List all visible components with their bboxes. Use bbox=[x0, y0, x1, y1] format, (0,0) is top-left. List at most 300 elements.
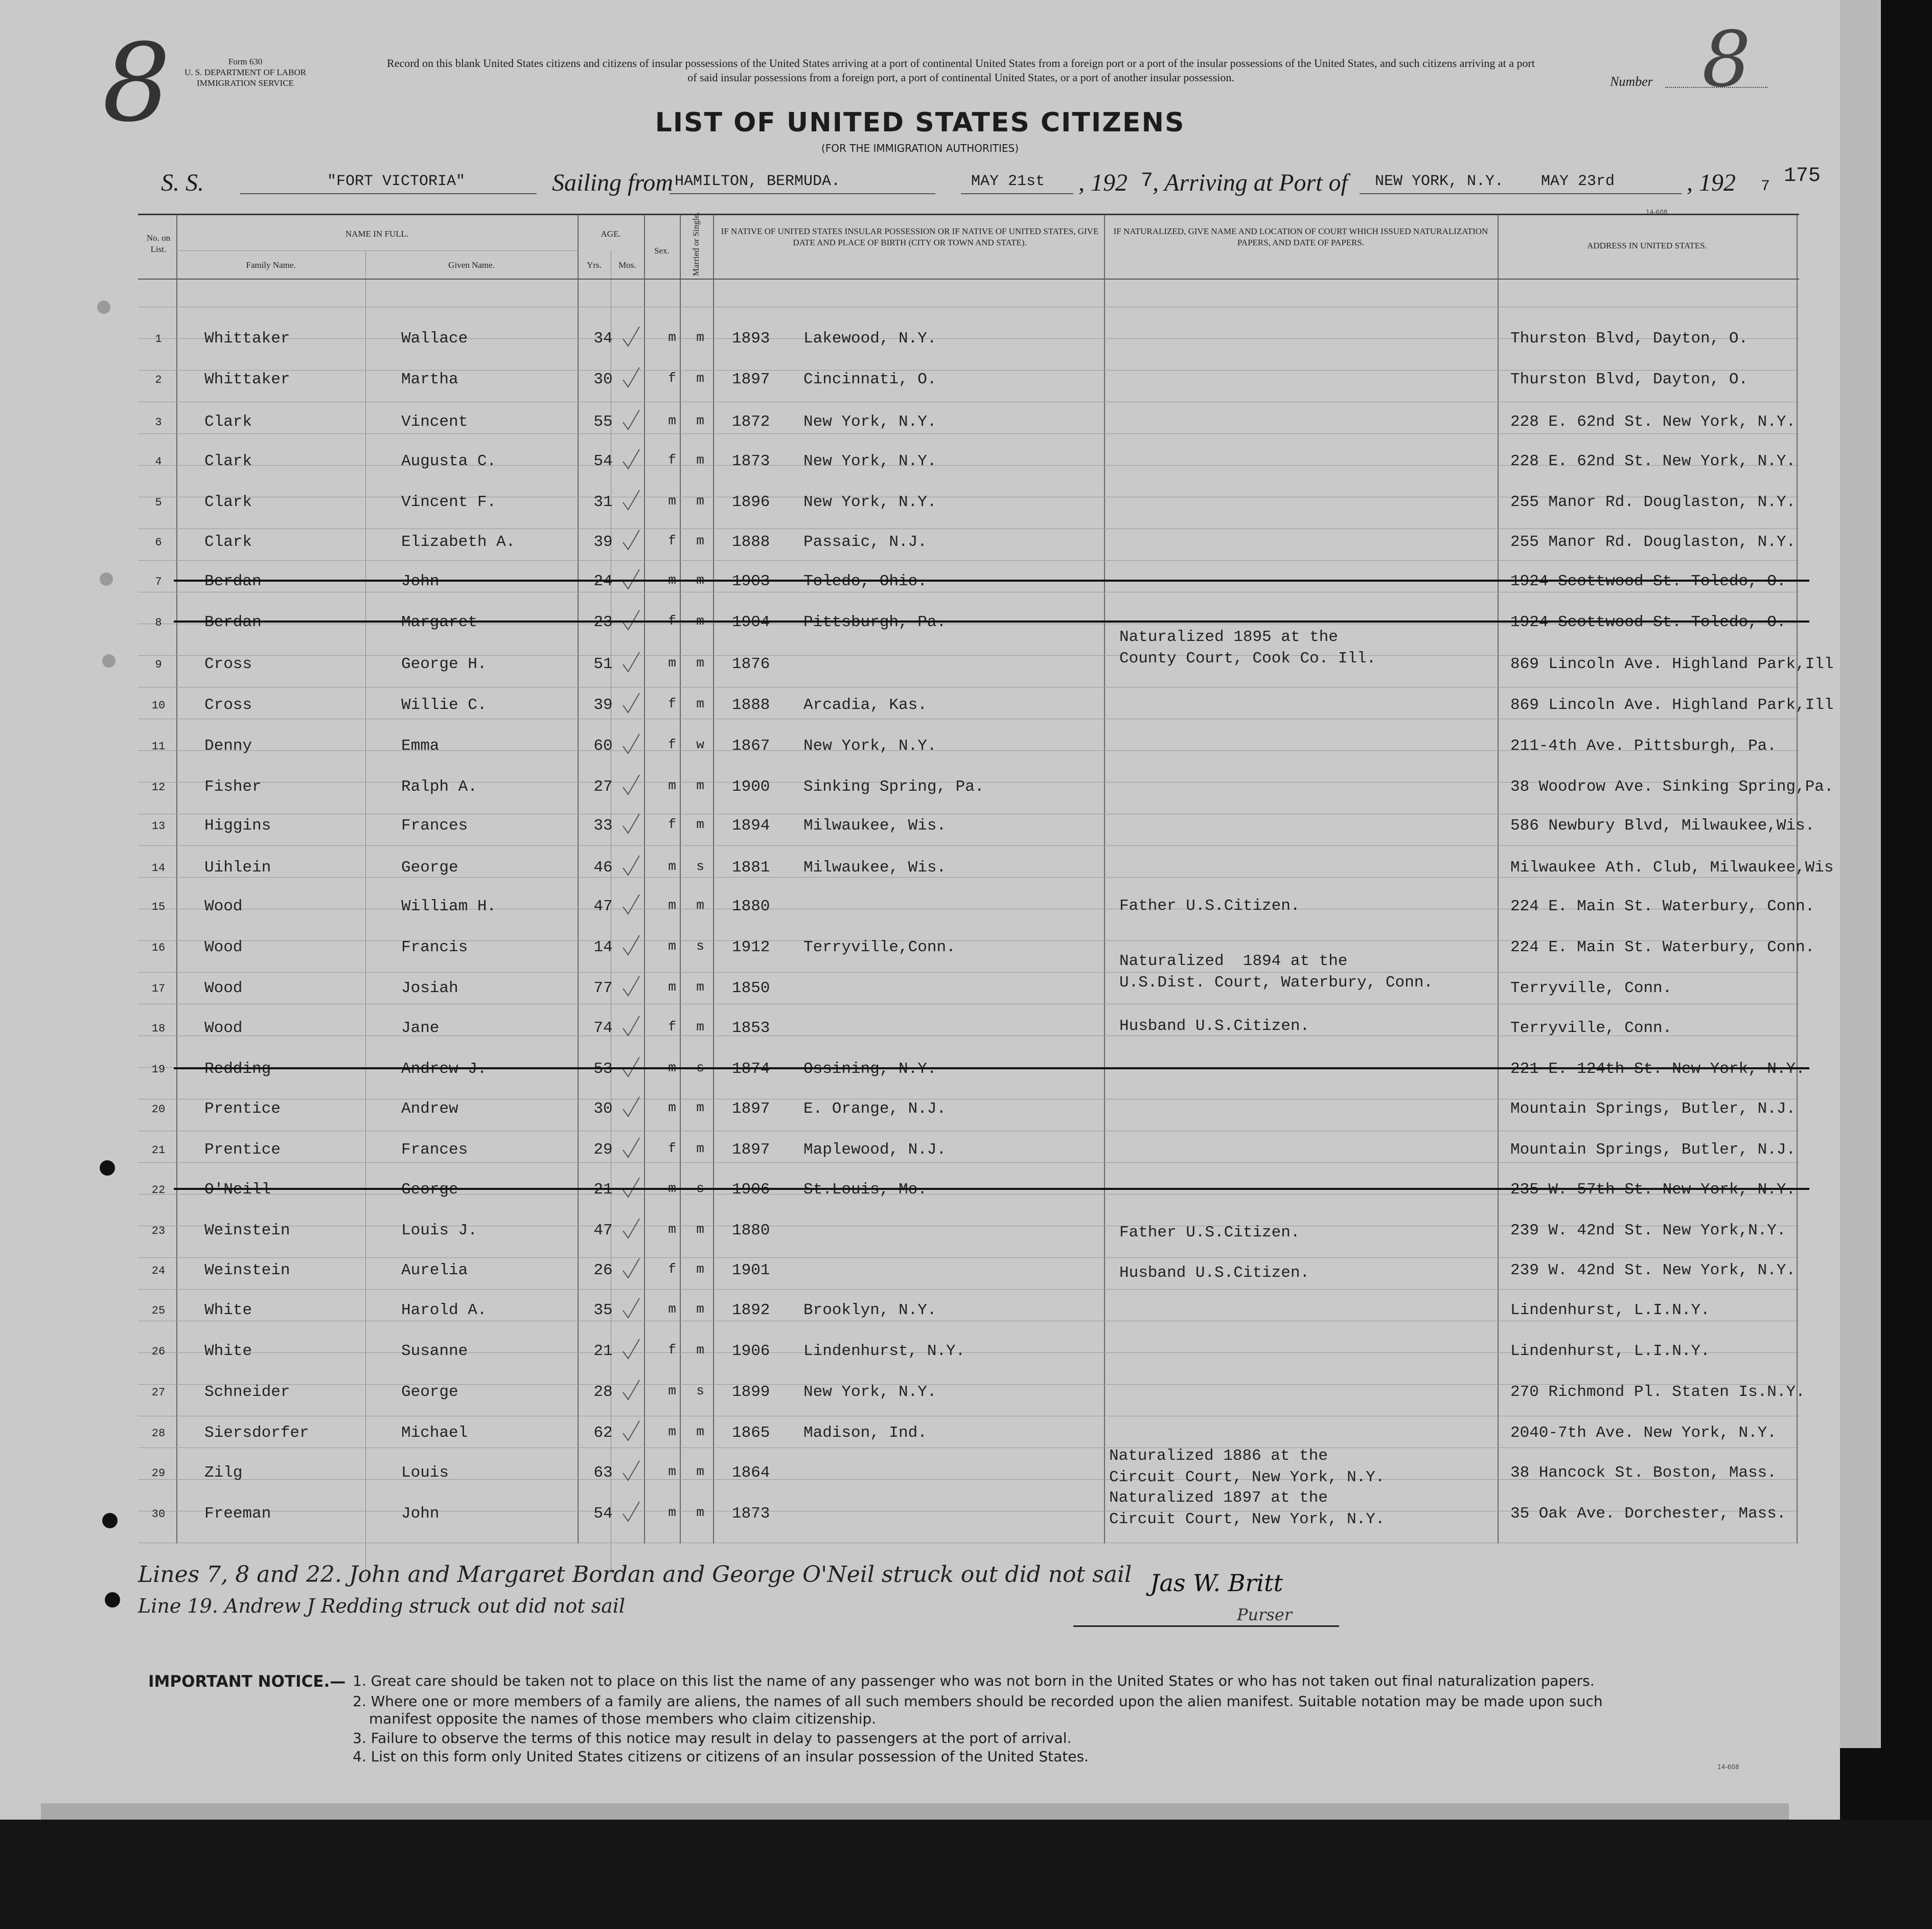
table-row bbox=[0, 1222, 1840, 1252]
cell-place: Madison, Ind. bbox=[803, 1424, 927, 1442]
cell-age: 63 bbox=[593, 1464, 613, 1482]
port-underline bbox=[670, 193, 935, 194]
cell-family: Redding bbox=[204, 1060, 271, 1078]
cell-sex: f bbox=[668, 1141, 676, 1156]
scan-background bbox=[0, 1820, 1932, 1929]
cell-age: 47 bbox=[593, 898, 613, 915]
cell-address: 235 W. 57th St. New York, N.Y. bbox=[1510, 1181, 1796, 1199]
cell-address: 221 E. 124th St. New York, N.Y. bbox=[1510, 1060, 1805, 1078]
cell-place: Milwaukee, Wis. bbox=[803, 817, 947, 835]
cell-address: 869 Lincoln Ave. Highland Park,Ill bbox=[1510, 696, 1834, 714]
cell-place: Lakewood, N.Y. bbox=[803, 330, 937, 348]
cell-address: 239 W. 42nd St. New York,N.Y. bbox=[1510, 1222, 1786, 1239]
cell-age: 30 bbox=[593, 371, 613, 388]
cell-sex: m bbox=[668, 778, 676, 793]
cell-sex: m bbox=[668, 979, 676, 995]
cell-year: 1904 bbox=[732, 613, 770, 631]
naturalization-note-wood-jane: Husband U.S.Citizen. bbox=[1119, 1017, 1310, 1035]
cell-address: 1924 Scottwood St. Toledo, O. bbox=[1510, 613, 1786, 631]
cell-family: Wood bbox=[204, 938, 243, 956]
cell-age: 24 bbox=[593, 572, 613, 590]
cell-family: White bbox=[204, 1301, 252, 1319]
cell-given: Emma bbox=[401, 737, 440, 755]
sailing-label: Sailing from bbox=[552, 169, 673, 196]
cell-given: Josiah bbox=[401, 979, 458, 997]
cell-year: 1874 bbox=[732, 1060, 770, 1078]
cell-age: 34 bbox=[593, 330, 613, 348]
cell-sex: m bbox=[668, 1424, 676, 1439]
table-row bbox=[0, 1301, 1840, 1332]
cell-year: 1897 bbox=[732, 1141, 770, 1159]
ship-underline bbox=[240, 193, 537, 194]
handwritten-note-line-2: Line 19. Andrew J Redding struck out did not sail bbox=[138, 1595, 626, 1617]
cell-address: 586 Newbury Blvd, Milwaukee,Wis. bbox=[1510, 817, 1815, 835]
cell-status: m bbox=[696, 1222, 704, 1237]
service-name: IMMIGRATION SERVICE bbox=[197, 78, 294, 88]
cell-place: Passaic, N.J. bbox=[803, 533, 927, 551]
check-mark-icon bbox=[621, 774, 641, 796]
col-header-family-name: Family Name. bbox=[246, 260, 296, 270]
cell-year: 1912 bbox=[732, 938, 770, 956]
check-mark-icon bbox=[621, 489, 641, 512]
cell-year: 1881 bbox=[732, 859, 770, 877]
cell-address: 255 Manor Rd. Douglaston, N.Y. bbox=[1510, 493, 1796, 511]
cell-status: s bbox=[696, 938, 704, 954]
header-bottom-rule bbox=[138, 279, 1799, 280]
check-mark-icon bbox=[621, 529, 641, 552]
date-underline bbox=[961, 193, 1073, 194]
check-mark-icon bbox=[621, 692, 641, 715]
cell-given: Michael bbox=[401, 1424, 468, 1442]
cell-no: 25 bbox=[151, 1304, 166, 1317]
cell-given: George bbox=[401, 1181, 458, 1199]
cell-no: 24 bbox=[151, 1265, 166, 1277]
cell-year: 1900 bbox=[732, 778, 770, 796]
cell-age: 47 bbox=[593, 1222, 613, 1239]
cell-no: 14 bbox=[151, 862, 166, 875]
table-row bbox=[0, 572, 1840, 603]
cell-given: Willie C. bbox=[401, 696, 487, 714]
cell-year: 1865 bbox=[732, 1424, 770, 1442]
check-mark-icon bbox=[621, 975, 641, 998]
cell-year: 1893 bbox=[732, 330, 770, 348]
cell-age: 26 bbox=[593, 1261, 613, 1279]
cell-status: m bbox=[696, 1019, 704, 1035]
table-row bbox=[0, 1424, 1840, 1455]
department-name: U. S. DEPARTMENT OF LABOR bbox=[185, 67, 306, 77]
cell-year: 1892 bbox=[732, 1301, 770, 1319]
cell-status: m bbox=[696, 778, 704, 793]
form-identifier bbox=[158, 56, 332, 88]
cell-age: 62 bbox=[593, 1424, 613, 1442]
cell-status: m bbox=[696, 1141, 704, 1156]
cell-year: 1894 bbox=[732, 817, 770, 835]
cell-status: m bbox=[696, 1505, 704, 1520]
cell-place: E. Orange, N.J. bbox=[803, 1100, 947, 1118]
check-mark-icon bbox=[621, 1015, 641, 1038]
check-mark-icon bbox=[621, 1420, 641, 1442]
cell-year: 1896 bbox=[732, 493, 770, 511]
cell-given: Ralph A. bbox=[401, 778, 477, 796]
cell-address: Lindenhurst, L.I.N.Y. bbox=[1510, 1301, 1710, 1319]
cell-age: 30 bbox=[593, 1100, 613, 1118]
cell-age: 27 bbox=[593, 778, 613, 796]
cell-place: Milwaukee, Wis. bbox=[803, 859, 947, 877]
cell-given: Louis J. bbox=[401, 1222, 477, 1239]
check-mark-icon bbox=[621, 409, 641, 431]
cell-given: George bbox=[401, 1383, 458, 1401]
cell-given: Wallace bbox=[401, 330, 468, 348]
cell-no: 15 bbox=[151, 901, 166, 913]
cell-status: m bbox=[696, 533, 704, 548]
purser-signature: Jas W. Britt bbox=[1150, 1569, 1283, 1597]
cell-given: Andrew bbox=[401, 1100, 458, 1118]
form-number: Form 630 bbox=[228, 57, 263, 66]
check-mark-icon bbox=[621, 1137, 641, 1159]
cell-status: s bbox=[696, 1060, 704, 1075]
notice-item: 3. Failure to observe the terms of this notice may result in delay to passengers at the port of arrival. bbox=[353, 1730, 1072, 1747]
cell-year: 1850 bbox=[732, 979, 770, 997]
table-row bbox=[0, 1181, 1840, 1211]
cell-family: Clark bbox=[204, 493, 252, 511]
cell-year: 1901 bbox=[732, 1261, 770, 1279]
cell-no: 29 bbox=[151, 1467, 166, 1480]
cell-age: 21 bbox=[593, 1342, 613, 1360]
cell-family: Whittaker bbox=[204, 371, 290, 388]
cell-address: 2040-7th Ave. New York, N.Y. bbox=[1510, 1424, 1777, 1442]
departure-year-digit: 7 bbox=[1141, 170, 1154, 193]
check-mark-icon bbox=[621, 1379, 641, 1402]
check-mark-icon bbox=[621, 1460, 641, 1482]
cell-address: 228 E. 62nd St. New York, N.Y. bbox=[1510, 452, 1796, 470]
cell-sex: f bbox=[668, 1261, 676, 1277]
col-header-naturalized: IF NATURALIZED, GIVE NAME AND LOCATION OF COURT WHICH ISSUED NATURALIZATION PAPERS, AND DATE OF PAPERS. bbox=[1113, 226, 1488, 247]
cell-age: 46 bbox=[593, 859, 613, 877]
table-row bbox=[0, 371, 1840, 401]
cell-sex: f bbox=[668, 371, 676, 386]
cell-year: 1880 bbox=[732, 1222, 770, 1239]
cell-no: 16 bbox=[151, 941, 166, 954]
cell-given: Harold A. bbox=[401, 1301, 487, 1319]
cell-place: Ossining, N.Y. bbox=[803, 1060, 937, 1078]
sheet-edge bbox=[1840, 0, 1881, 1748]
cell-given: William H. bbox=[401, 898, 497, 915]
cell-status: s bbox=[696, 1383, 704, 1398]
cell-place: New York, N.Y. bbox=[803, 737, 937, 755]
notice-item: manifest opposite the names of those members who claim citizenship. bbox=[369, 1710, 877, 1727]
cell-no: 22 bbox=[151, 1184, 166, 1197]
cell-place: New York, N.Y. bbox=[803, 452, 937, 470]
cell-family: Berdan bbox=[204, 572, 262, 590]
cell-sex: m bbox=[668, 655, 676, 671]
ss-label: S. S. bbox=[161, 169, 204, 196]
cell-no: 19 bbox=[151, 1063, 166, 1076]
strike-through-line bbox=[174, 621, 1809, 623]
table-row bbox=[0, 493, 1840, 524]
table-row bbox=[0, 452, 1840, 483]
cell-sex: m bbox=[668, 1100, 676, 1115]
cell-place: St.Louis, Mo. bbox=[803, 1181, 927, 1199]
naturalization-note-weinstein-louis: Father U.S.Citizen. bbox=[1119, 1224, 1300, 1242]
arrival-year-digit: 7 bbox=[1761, 178, 1770, 195]
cell-given: Frances bbox=[401, 817, 468, 835]
cell-given: Frances bbox=[401, 1141, 468, 1159]
cell-status: m bbox=[696, 898, 704, 913]
cell-no: 5 bbox=[155, 496, 162, 509]
cell-place: New York, N.Y. bbox=[803, 413, 937, 431]
cell-age: 54 bbox=[593, 452, 613, 470]
stamp-number: 175 bbox=[1784, 165, 1821, 188]
table-row bbox=[0, 696, 1840, 727]
table-row bbox=[0, 613, 1840, 644]
cell-sex: m bbox=[668, 1383, 676, 1398]
notice-print-code: 14-608 bbox=[1717, 1763, 1739, 1771]
naturalization-note-freeman: Naturalized 1897 at the Circuit Court, New York, N.Y. bbox=[1109, 1489, 1385, 1528]
arriving-label: , Arriving at Port of bbox=[1153, 169, 1348, 196]
cell-address: 270 Richmond Pl. Staten Is.N.Y. bbox=[1510, 1383, 1805, 1401]
row-rule bbox=[138, 972, 1799, 973]
departure-date: MAY 21st bbox=[971, 173, 1045, 190]
cell-given: George H. bbox=[401, 655, 487, 673]
col-header-age: AGE. bbox=[601, 229, 621, 239]
cell-year: 1876 bbox=[732, 655, 770, 673]
cell-status: m bbox=[696, 1464, 704, 1479]
cell-sex: f bbox=[668, 613, 676, 629]
cell-address: 38 Woodrow Ave. Sinking Spring,Pa. bbox=[1510, 778, 1834, 796]
table-row bbox=[0, 1505, 1840, 1535]
cell-place: New York, N.Y. bbox=[803, 1383, 937, 1401]
cell-no: 17 bbox=[151, 982, 166, 995]
cell-family: Higgins bbox=[204, 817, 271, 835]
table-row bbox=[0, 1464, 1840, 1495]
cell-status: m bbox=[696, 655, 704, 671]
col-header-birthplace: IF NATIVE OF UNITED STATES INSULAR POSSESSION OR IF NATIVE OF UNITED STATES, GIVE DATE AND PLACE OF BIRTH (CITY OR TOWN AND STATE). bbox=[721, 226, 1099, 247]
cell-age: 39 bbox=[593, 696, 613, 714]
naturalization-note-cross: Naturalized 1895 at the County Court, Cook Co. Ill. bbox=[1119, 628, 1376, 668]
cell-address: Milwaukee Ath. Club, Milwaukee,Wis bbox=[1510, 859, 1834, 877]
cell-address: Lindenhurst, L.I.N.Y. bbox=[1510, 1342, 1710, 1360]
cell-no: 28 bbox=[151, 1427, 166, 1440]
cell-address: 35 Oak Ave. Dorchester, Mass. bbox=[1510, 1505, 1786, 1523]
cell-family: Wood bbox=[204, 898, 243, 915]
cell-no: 18 bbox=[151, 1022, 166, 1035]
cell-status: m bbox=[696, 696, 704, 711]
cell-no: 11 bbox=[151, 740, 166, 753]
cell-year: 1906 bbox=[732, 1342, 770, 1360]
table-row bbox=[0, 1060, 1840, 1091]
cell-age: 53 bbox=[593, 1060, 613, 1078]
cell-no: 10 bbox=[151, 699, 166, 712]
table-top-rule bbox=[138, 214, 1799, 215]
cell-no: 26 bbox=[151, 1345, 166, 1358]
cell-address: Thurston Blvd, Dayton, O. bbox=[1510, 371, 1749, 388]
cell-address: Terryville, Conn. bbox=[1510, 979, 1672, 997]
notice-item: 1. Great care should be taken not to place on this list the name of any passenger who was not born in the United States or who has not taken out final naturalization papers. bbox=[353, 1672, 1595, 1689]
cell-sex: m bbox=[668, 413, 676, 428]
table-row bbox=[0, 778, 1840, 809]
cell-status: m bbox=[696, 1424, 704, 1439]
cell-address: 869 Lincoln Ave. Highland Park,Ill bbox=[1510, 655, 1834, 673]
naturalization-note-wood-francis: Naturalized 1894 at the U.S.Dist. Court, Waterbury, Conn. bbox=[1119, 952, 1433, 992]
cell-sex: f bbox=[668, 1342, 676, 1358]
cell-no: 7 bbox=[155, 576, 162, 588]
check-mark-icon bbox=[621, 1501, 641, 1523]
arrival-year-prefix: , 192 bbox=[1687, 169, 1736, 196]
cell-year: 1872 bbox=[732, 413, 770, 431]
cell-age: 77 bbox=[593, 979, 613, 997]
naturalization-note-zilg: Naturalized 1886 at the Circuit Court, New York, N.Y. bbox=[1109, 1447, 1385, 1486]
departure-port: HAMILTON, BERMUDA. bbox=[675, 173, 841, 190]
cell-given: Augusta C. bbox=[401, 452, 497, 470]
row-rule bbox=[138, 1257, 1799, 1258]
cell-sex: f bbox=[668, 737, 676, 752]
cell-sex: m bbox=[668, 1222, 676, 1237]
cell-address: Mountain Springs, Butler, N.J. bbox=[1510, 1100, 1796, 1118]
cell-place: Terryville,Conn. bbox=[803, 938, 956, 956]
page-subtitle: (FOR THE IMMIGRATION AUTHORITIES) bbox=[821, 142, 1019, 154]
cell-family: Prentice bbox=[204, 1100, 281, 1118]
cell-address: Terryville, Conn. bbox=[1510, 1019, 1672, 1037]
cell-year: 1906 bbox=[732, 1181, 770, 1199]
cell-given: Margaret bbox=[401, 613, 477, 631]
cell-age: 39 bbox=[593, 533, 613, 551]
binder-hole bbox=[97, 301, 110, 314]
cell-address: Thurston Blvd, Dayton, O. bbox=[1510, 330, 1749, 348]
cell-family: Siersdorfer bbox=[204, 1424, 309, 1442]
cell-sex: f bbox=[668, 533, 676, 548]
cell-given: Vincent bbox=[401, 413, 468, 431]
col-header-sex: Sex. bbox=[654, 246, 670, 256]
cell-status: m bbox=[696, 452, 704, 468]
cell-given: John bbox=[401, 1505, 440, 1523]
cell-sex: m bbox=[668, 1060, 676, 1075]
cell-sex: m bbox=[668, 572, 676, 588]
cell-address: 1924 Scottwood St. Toledo, O. bbox=[1510, 572, 1786, 590]
cell-place: Maplewood, N.J. bbox=[803, 1141, 947, 1159]
table-row bbox=[0, 533, 1840, 564]
cell-given: George bbox=[401, 859, 458, 877]
cell-age: 14 bbox=[593, 938, 613, 956]
cell-place: Brooklyn, N.Y. bbox=[803, 1301, 937, 1319]
cell-family: Weinstein bbox=[204, 1261, 290, 1279]
check-mark-icon bbox=[621, 1096, 641, 1118]
cell-family: Zilg bbox=[204, 1464, 243, 1482]
cell-given: John bbox=[401, 572, 440, 590]
cell-status: m bbox=[696, 1342, 704, 1358]
table-row bbox=[0, 1019, 1840, 1050]
cell-given: Aurelia bbox=[401, 1261, 468, 1279]
cell-family: Cross bbox=[204, 696, 252, 714]
col-header-mos: Mos. bbox=[618, 260, 636, 270]
cell-no: 27 bbox=[151, 1386, 166, 1399]
cell-sex: f bbox=[668, 452, 676, 468]
number-label: Number bbox=[1610, 74, 1653, 89]
col-header-name-in-full: NAME IN FULL. bbox=[345, 229, 409, 239]
naturalization-note-weinstein-aurelia: Husband U.S.Citizen. bbox=[1119, 1264, 1310, 1282]
cell-family: White bbox=[204, 1342, 252, 1360]
cell-address: Mountain Springs, Butler, N.J. bbox=[1510, 1141, 1796, 1159]
cell-year: 1867 bbox=[732, 737, 770, 755]
cell-year: 1880 bbox=[732, 898, 770, 915]
cell-address: 38 Hancock St. Boston, Mass. bbox=[1510, 1464, 1777, 1482]
cell-year: 1897 bbox=[732, 1100, 770, 1118]
cell-sex: m bbox=[668, 859, 676, 874]
arrival-date: MAY 23rd bbox=[1541, 173, 1615, 190]
check-mark-icon bbox=[621, 448, 641, 471]
cell-place: Sinking Spring, Pa. bbox=[803, 778, 984, 796]
cell-year: 1888 bbox=[732, 696, 770, 714]
col-header-address: ADDRESS IN UNITED STATES. bbox=[1587, 241, 1707, 250]
cell-sex: m bbox=[668, 1464, 676, 1479]
cell-sex: m bbox=[668, 330, 676, 345]
cell-address: 224 E. Main St. Waterbury, Conn. bbox=[1510, 938, 1815, 956]
cell-family: Weinstein bbox=[204, 1222, 290, 1239]
cell-status: m bbox=[696, 371, 704, 386]
cell-status: m bbox=[696, 330, 704, 345]
cell-sex: m bbox=[668, 493, 676, 509]
table-row bbox=[0, 1100, 1840, 1131]
cell-given: Susanne bbox=[401, 1342, 468, 1360]
check-mark-icon bbox=[621, 934, 641, 957]
cell-status: m bbox=[696, 493, 704, 509]
corner-handwritten-mark: 8 bbox=[102, 20, 171, 146]
check-mark-icon bbox=[621, 1338, 641, 1361]
form-instructions: Record on this blank United States citizens and citizens of insular possessions of the United States arriving at a port of continental United States from a foreign port or a port of the insular possessions of the United States, and such citizens arriving at a port of said insular possessions from a foreign port, a port of continental United States, or a port of another insular possession. bbox=[387, 57, 1535, 84]
cell-status: m bbox=[696, 1301, 704, 1317]
cell-given: Elizabeth A. bbox=[401, 533, 516, 551]
table-row bbox=[0, 938, 1840, 969]
strike-through-line bbox=[174, 1067, 1809, 1069]
cell-no: 13 bbox=[151, 820, 166, 833]
cell-address: 255 Manor Rd. Douglaston, N.Y. bbox=[1510, 533, 1796, 551]
cell-status: m bbox=[696, 572, 704, 588]
cell-no: 21 bbox=[151, 1144, 166, 1157]
cell-family: Berdan bbox=[204, 613, 262, 631]
cell-no: 20 bbox=[151, 1103, 166, 1116]
cell-status: m bbox=[696, 613, 704, 629]
notice-item: 2. Where one or more members of a family are aliens, the names of all such members should be recorded upon the alien manifest. Suitable notation may be made upon such bbox=[353, 1693, 1603, 1710]
cell-address: 228 E. 62nd St. New York, N.Y. bbox=[1510, 413, 1796, 431]
cell-family: Clark bbox=[204, 452, 252, 470]
cell-sex: f bbox=[668, 817, 676, 832]
cell-given: Francis bbox=[401, 938, 468, 956]
cell-no: 4 bbox=[155, 455, 162, 468]
cell-family: Denny bbox=[204, 737, 252, 755]
cell-no: 3 bbox=[155, 416, 162, 429]
cell-sex: m bbox=[668, 1181, 676, 1196]
cell-no: 8 bbox=[155, 616, 162, 629]
cell-family: Wood bbox=[204, 979, 243, 997]
check-mark-icon bbox=[621, 893, 641, 916]
check-mark-icon bbox=[621, 733, 641, 755]
cell-no: 2 bbox=[155, 374, 162, 386]
cell-place: New York, N.Y. bbox=[803, 493, 937, 511]
ship-name: "FORT VICTORIA" bbox=[327, 173, 466, 190]
cell-family: Schneider bbox=[204, 1383, 290, 1401]
cell-age: 33 bbox=[593, 817, 613, 835]
arrival-port: NEW YORK, N.Y. bbox=[1375, 173, 1504, 190]
check-mark-icon bbox=[621, 1218, 641, 1240]
notice-label: IMPORTANT NOTICE.— bbox=[148, 1672, 346, 1691]
check-mark-icon bbox=[621, 813, 641, 835]
cell-status: w bbox=[696, 737, 704, 752]
cell-sex: f bbox=[668, 696, 676, 711]
cell-sex: m bbox=[668, 1301, 676, 1317]
check-mark-icon bbox=[621, 651, 641, 674]
cell-given: Andrew J. bbox=[401, 1060, 487, 1078]
table-row bbox=[0, 1383, 1840, 1414]
table-row bbox=[0, 898, 1840, 928]
